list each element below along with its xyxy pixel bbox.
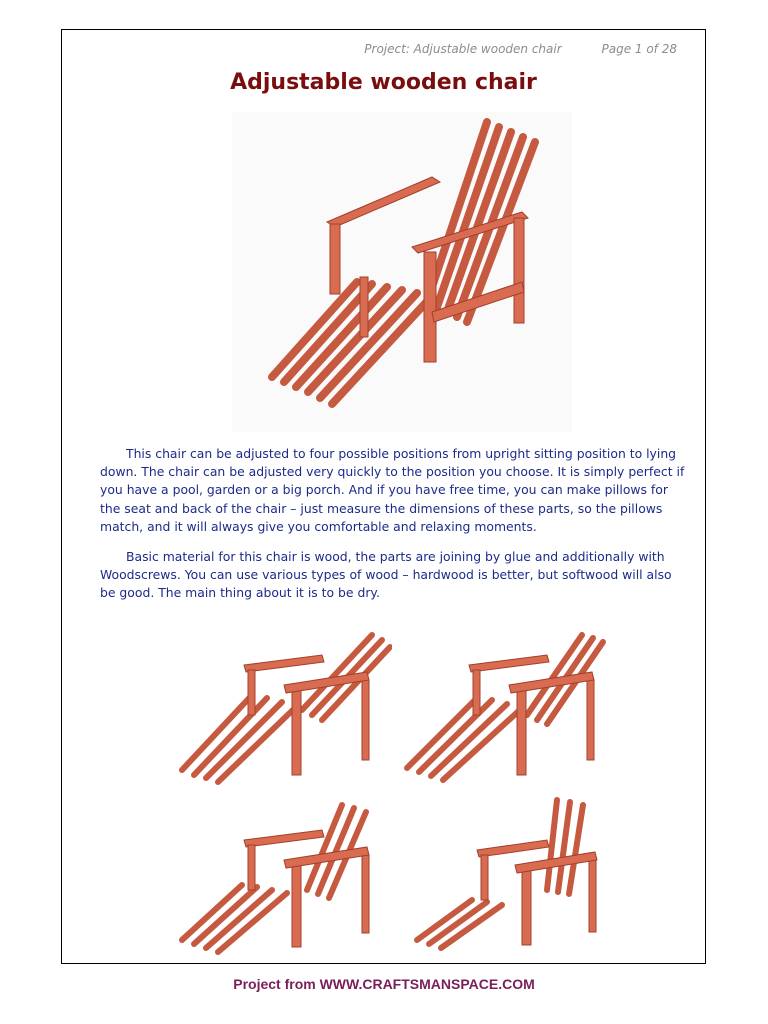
chair-position-2-illustration: [397, 620, 617, 785]
chair-hero-illustration: [232, 112, 572, 432]
chair-position-4-illustration: [397, 790, 617, 955]
document-title: Adjustable wooden chair: [230, 70, 537, 95]
page-frame: [61, 29, 706, 964]
footer-credit: Project from WWW.CRAFTSMANSPACE.COM: [233, 976, 535, 992]
page-header: [364, 42, 677, 56]
header-project: Project: Adjustable wooden chair: [364, 42, 562, 56]
chair-position-3-illustration: [172, 790, 392, 955]
header-page-number: Page 1 of 28: [601, 42, 677, 56]
material-paragraph: Basic material for this chair is wood, the parts are joining by glue and additionally with Woodscrews. You can use various types of wood – hardwood is better, but softwood will also be good. The main thing about it is to be dry.: [100, 549, 672, 601]
chair-position-1-illustration: [172, 620, 392, 785]
chair-positions-grid: [172, 620, 612, 950]
intro-paragraph: This chair can be adjusted to four possible positions from upright sitting position to lying down. The chair can be adjusted very quickly to the position you choose. It is simply perfect if you have a pool, garden or a big porch. And if you have free time, you can make pillows for the seat and back of the chair – just measure the dimensions of these parts, so the pillows match, and it will always give you comfortable and relaxing moments.: [100, 446, 685, 534]
